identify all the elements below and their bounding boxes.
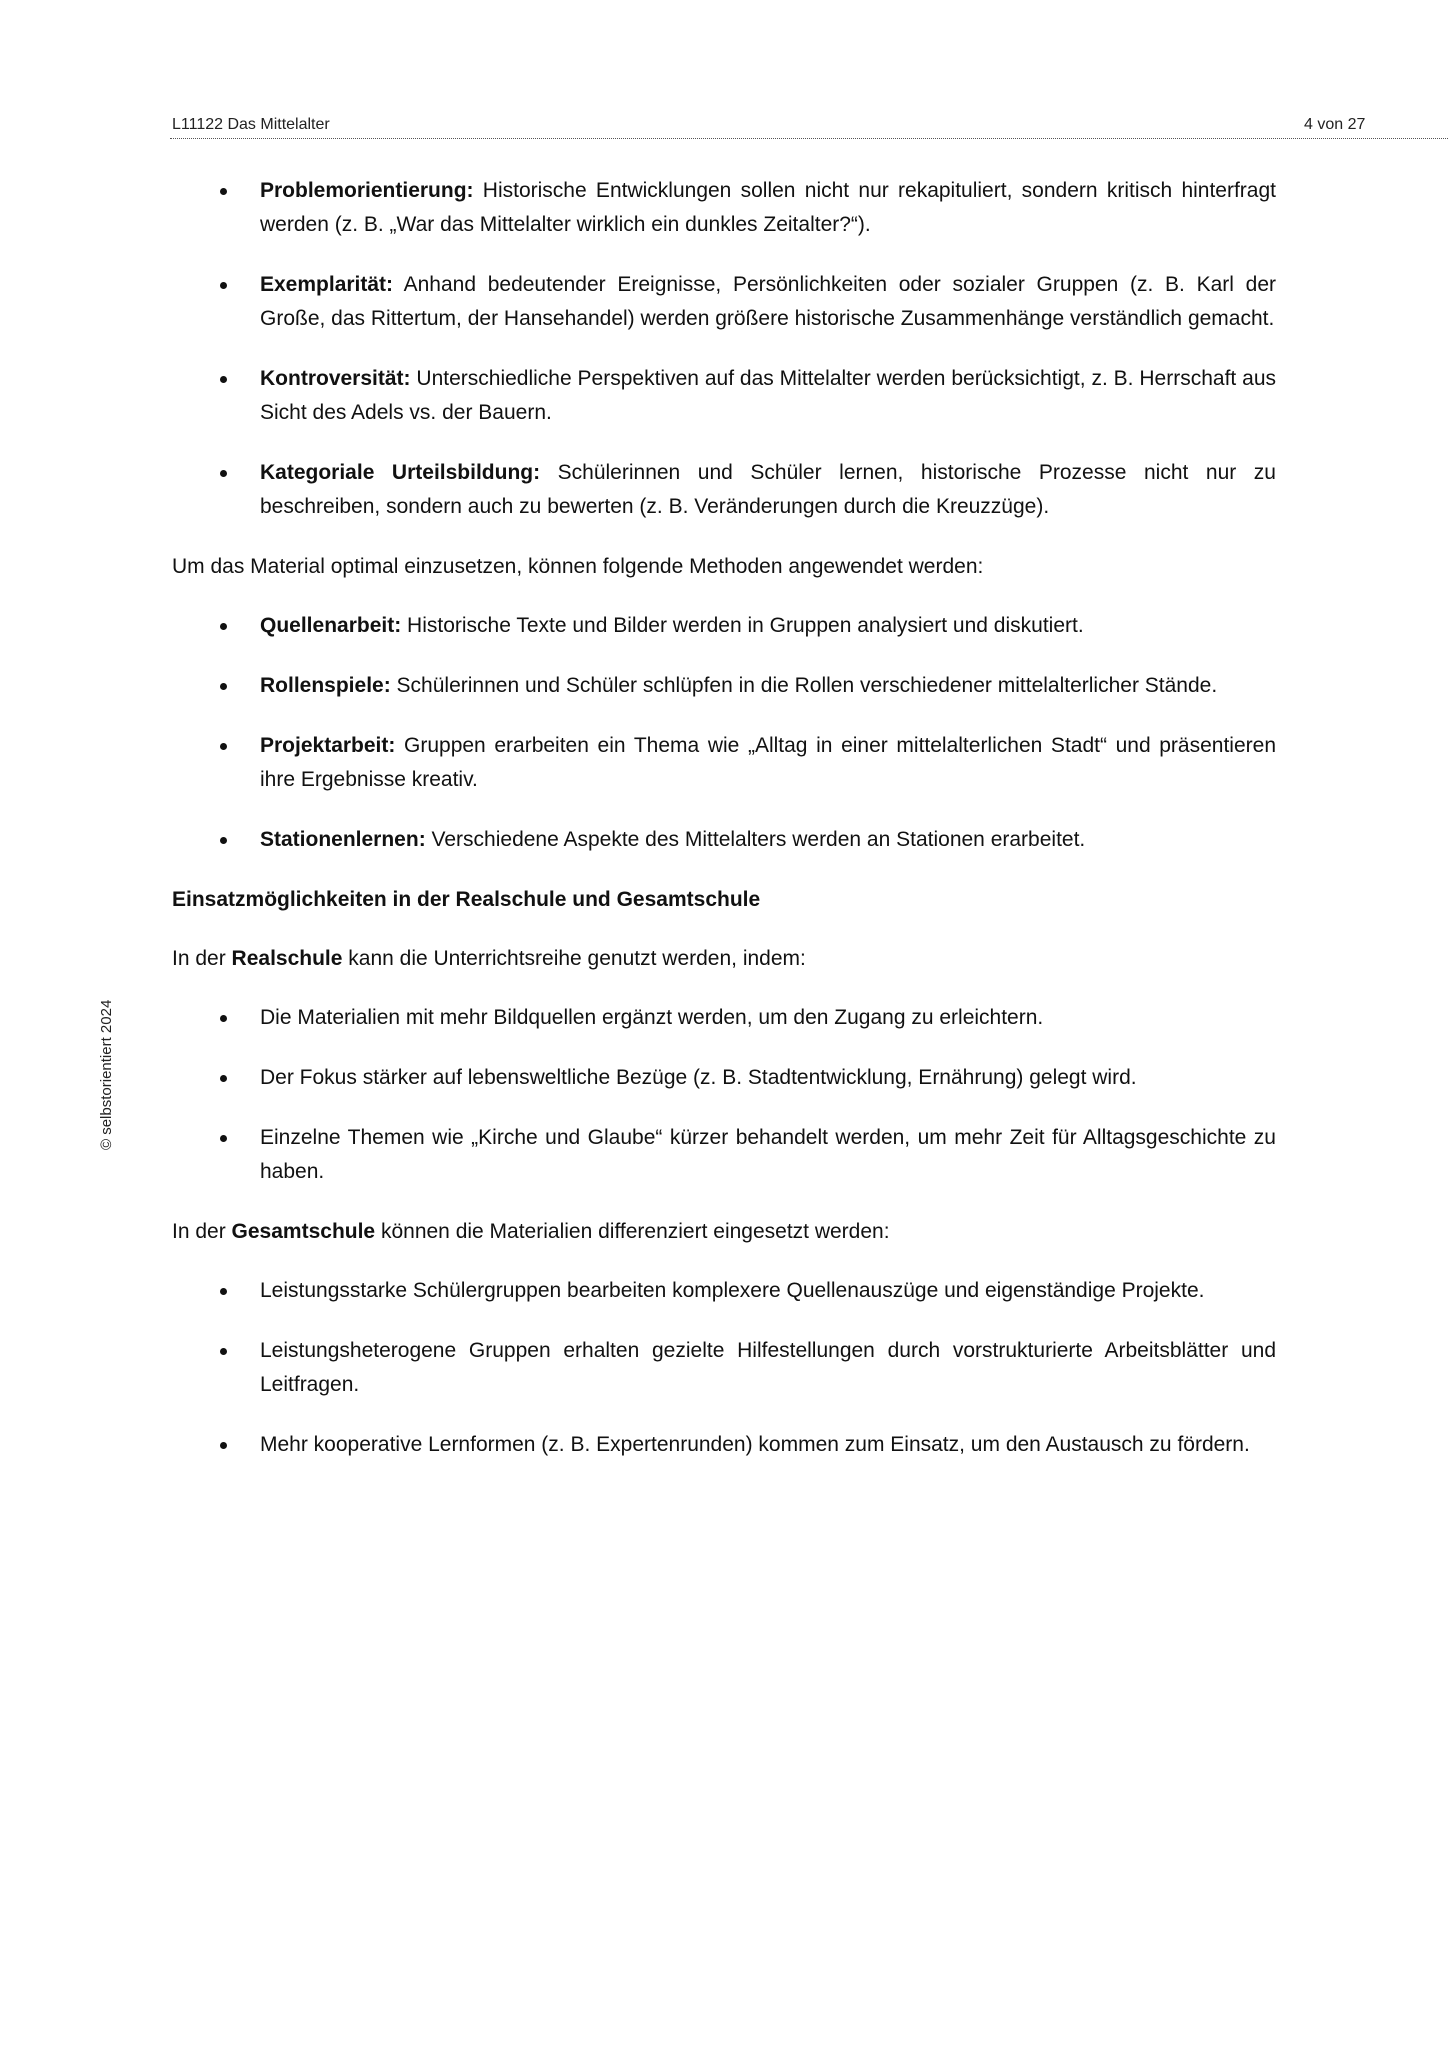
item-text: Einzelne Themen wie „Kirche und Glaube“ kürzer behandelt werden, um mehr Zeit für Alltagsgeschichte zu haben. (260, 1126, 1276, 1183)
item-term: Stationenlernen: (260, 828, 426, 851)
bullet-icon (220, 1442, 227, 1449)
list-item (172, 609, 1276, 643)
intro-text: können die Materialien differenziert eingesetzt werden: (375, 1220, 890, 1243)
bullet-icon (220, 282, 227, 289)
item-text: Leistungsstarke Schülergruppen bearbeiten komplexere Quellenauszüge und eigenständige Projekte. (260, 1279, 1205, 1302)
item-term: Quellenarbeit: (260, 614, 402, 637)
bullet-icon (220, 1348, 227, 1355)
item-text: Verschiedene Aspekte des Mittelalters werden an Stationen erarbeitet. (425, 828, 1086, 851)
realschule-intro (172, 942, 1276, 976)
bullet-icon (220, 1135, 227, 1142)
list-item (172, 1001, 1276, 1035)
header-divider (170, 138, 1448, 139)
list-item (172, 823, 1276, 857)
list-item (172, 1061, 1276, 1095)
item-text: Mehr kooperative Lernformen (z. B. Expertenrunden) kommen zum Einsatz, um den Austausch zu fördern. (260, 1433, 1250, 1456)
item-text: Leistungsheterogene Gruppen erhalten gezielte Hilfestellungen durch vorstrukturierte Arbeitsblätter und Leitfragen. (260, 1339, 1276, 1396)
section-heading: Einsatzmöglichkeiten in der Realschule und Gesamtschule (172, 888, 761, 911)
bullet-icon (220, 837, 227, 844)
copyright-notice: © selbstorientiert 2024 (98, 999, 115, 1150)
list-item (172, 729, 1276, 797)
realschule-list (172, 1001, 1276, 1189)
bullet-icon (220, 1288, 227, 1295)
item-text: Unterschiedliche Perspektiven auf das Mittelalter werden berücksichtigt, z. B. Herrschaft aus Sicht des Adels vs. der Bauern. (260, 367, 1276, 424)
school-type: Gesamtschule (231, 1220, 376, 1243)
list-item (172, 1274, 1276, 1308)
bullet-icon (220, 683, 227, 690)
list-item (172, 1334, 1276, 1402)
item-term: Kontroversität: (260, 367, 411, 390)
list-item (172, 1428, 1276, 1462)
bullet-icon (220, 1015, 227, 1022)
item-text: Schülerinnen und Schüler lernen, historische Prozesse nicht nur zu beschreiben, sondern auch zu bewerten (z. B. Veränderungen durch die Kreuzzüge). (260, 461, 1276, 518)
list-item (172, 174, 1276, 242)
bullet-icon (220, 470, 227, 477)
bullet-icon (220, 743, 227, 750)
item-term: Rollenspiele: (260, 674, 391, 697)
methods-list (172, 609, 1276, 857)
item-term: Projektarbeit: (260, 734, 396, 757)
list-item (172, 669, 1276, 703)
item-text: Historische Entwicklungen sollen nicht nur rekapituliert, sondern kritisch hinterfragt werden (z. B. „War das Mittelalter wirklich ein dunkles Zeitalter?“). (260, 179, 1276, 236)
item-term: Kategoriale Urteilsbildung: (260, 461, 541, 484)
item-text: Der Fokus stärker auf lebensweltliche Bezüge (z. B. Stadtentwicklung, Ernährung) gelegt wird. (260, 1066, 1137, 1089)
item-term: Exemplarität: (260, 273, 394, 296)
list-item (172, 362, 1276, 430)
item-text: Gruppen erarbeiten ein Thema wie „Alltag in einer mittelalterlichen Stadt“ und präsentieren ihre Ergebnisse kreativ. (260, 734, 1276, 791)
bullet-icon (220, 1075, 227, 1082)
gesamtschule-intro (172, 1215, 1276, 1249)
page-number: 4 von 27 (1304, 116, 1366, 133)
bullet-icon (220, 623, 227, 630)
intro-text: In der (172, 947, 232, 970)
intro-text: In der (172, 1220, 232, 1243)
item-term: Problemorientierung: (260, 179, 474, 202)
list-item (172, 1121, 1276, 1189)
item-text: Schülerinnen und Schüler schlüpfen in die Rollen verschiedener mittelalterlicher Stände. (390, 674, 1218, 697)
intro-text: kann die Unterrichtsreihe genutzt werden, indem: (342, 947, 806, 970)
principles-list (172, 174, 1276, 524)
school-type: Realschule (231, 947, 343, 970)
list-item (172, 456, 1276, 524)
list-item (172, 268, 1276, 336)
item-text: Historische Texte und Bilder werden in Gruppen analysiert und diskutiert. (401, 614, 1084, 637)
bullet-icon (220, 376, 227, 383)
item-text: Anhand bedeutender Ereignisse, Persönlichkeiten oder sozialer Gruppen (z. B. Karl der Große, das Rittertum, der Hansehandel) werden größere historische Zusammenhänge verständlich gemacht. (260, 273, 1276, 330)
document-body (172, 174, 1276, 1488)
document-title: L11122 Das Mittelalter (172, 116, 330, 133)
item-text: Die Materialien mit mehr Bildquellen ergänzt werden, um den Zugang zu erleichtern. (260, 1006, 1044, 1029)
gesamtschule-list (172, 1274, 1276, 1462)
methods-intro: Um das Material optimal einzusetzen, können folgende Methoden angewendet werden: (172, 555, 984, 578)
bullet-icon (220, 188, 227, 195)
